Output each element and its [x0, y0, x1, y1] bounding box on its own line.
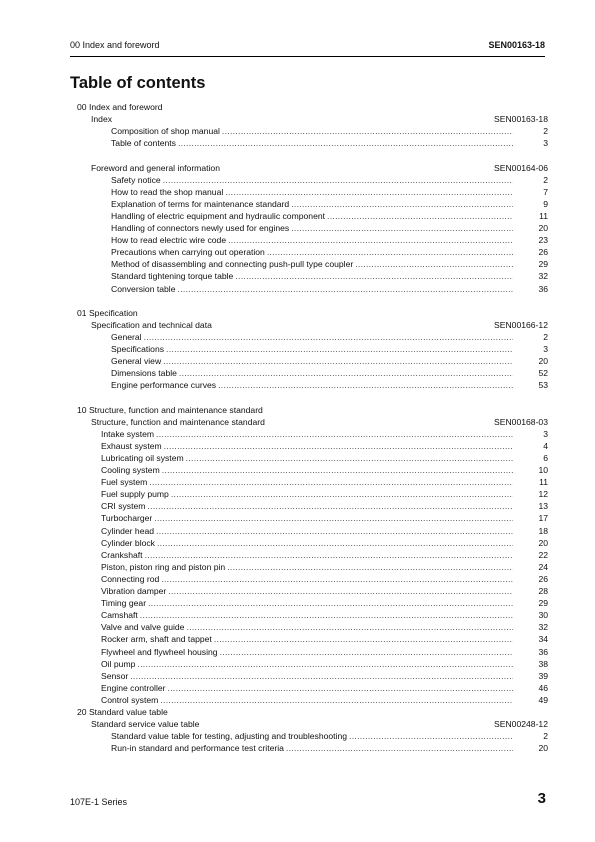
toc-entry-label: CRI system — [101, 501, 146, 512]
toc-entry-label: Engine controller — [101, 682, 166, 693]
toc-dot-leader — [156, 428, 513, 440]
toc-page-number: 12 — [538, 489, 548, 500]
toc-entry[interactable] — [111, 125, 548, 137]
toc-entry[interactable] — [111, 355, 548, 367]
toc-entry[interactable] — [101, 549, 548, 561]
toc-entry[interactable] — [101, 500, 548, 512]
toc-dot-leader — [222, 125, 513, 137]
toc-group-heading — [91, 416, 548, 428]
toc-dot-leader — [144, 331, 513, 343]
toc-section-label: 01 Specification — [77, 307, 138, 318]
toc-entry[interactable] — [101, 512, 548, 524]
toc-section-label: 20 Standard value table — [77, 707, 168, 717]
toc-page-number: 36 — [538, 283, 548, 294]
toc-group-heading — [91, 162, 548, 174]
header-section-title: 00 Index and foreword — [70, 40, 160, 50]
toc-entry[interactable] — [101, 694, 548, 706]
toc-page-number: 7 — [543, 186, 548, 197]
toc-entry-label: Standard tightening torque table — [111, 271, 234, 282]
toc-entry[interactable] — [101, 464, 548, 476]
toc-entry-label: Intake system — [101, 428, 155, 439]
toc-page-number: 36 — [538, 646, 548, 657]
toc-dot-leader — [162, 464, 513, 476]
toc-entry-label: Handling of connectors newly used for engines — [111, 223, 290, 233]
toc-entry[interactable] — [101, 609, 548, 621]
toc-dot-leader — [164, 440, 513, 452]
toc-page-number: 32 — [538, 622, 548, 633]
toc-entry-label: Fuel supply pump — [101, 489, 169, 500]
page-header — [70, 40, 545, 54]
toc-page-number: 39 — [538, 670, 548, 681]
toc-page-number: 2 — [543, 731, 548, 742]
toc-dot-leader — [130, 670, 513, 682]
toc-page-number: 17 — [538, 513, 548, 524]
footer-page-number: 3 — [537, 790, 546, 807]
toc-section-heading — [77, 404, 263, 416]
toc-dot-leader — [168, 585, 513, 597]
toc-dot-leader — [157, 537, 513, 549]
toc-dot-leader — [355, 258, 513, 270]
header-rule — [70, 56, 545, 57]
toc-entry-label: Camshaft — [101, 610, 138, 621]
toc-dot-leader — [178, 137, 513, 149]
toc-entry[interactable] — [111, 343, 548, 355]
toc-entry-label: Method of disassembling and connecting push-pull type coupler — [111, 259, 354, 270]
toc-entry[interactable] — [101, 573, 548, 585]
toc-page-number: 29 — [538, 259, 548, 270]
toc-entry-label: Fuel system — [101, 477, 148, 488]
toc-entry[interactable] — [111, 730, 548, 742]
toc-dot-leader — [145, 549, 513, 561]
toc-entry-label: Rocker arm, shaft and tappet — [101, 634, 212, 645]
toc-entry-label: Vibration damper — [101, 586, 167, 596]
toc-page-number: 2 — [543, 174, 548, 185]
toc-entry[interactable] — [101, 621, 548, 633]
toc-page-number: 9 — [543, 198, 548, 209]
toc-group-heading — [91, 718, 548, 730]
toc-page-number: 11 — [539, 477, 548, 488]
toc-group-doc-code: SEN00168-03 — [494, 416, 548, 427]
toc-dot-leader — [220, 646, 513, 658]
toc-dot-leader — [166, 343, 513, 355]
toc-entry-label: Conversion table — [111, 283, 176, 294]
toc-entry-label: Cylinder head — [101, 525, 155, 536]
toc-page-number: 2 — [543, 331, 548, 342]
toc-group-doc-code: SEN00166-12 — [494, 319, 548, 330]
toc-dot-leader — [154, 512, 513, 524]
toc-page-number: 6 — [543, 452, 548, 463]
toc-dot-leader — [286, 742, 513, 754]
toc-entry[interactable] — [101, 440, 548, 452]
toc-page-number: 4 — [543, 440, 548, 451]
toc-page-number: 13 — [538, 501, 548, 512]
toc-entry-label: Engine performance curves — [111, 380, 217, 391]
toc-dot-leader — [228, 234, 513, 246]
toc-entry[interactable] — [111, 379, 548, 391]
page-title: Table of contents — [70, 74, 206, 92]
toc-entry[interactable] — [111, 367, 548, 379]
toc-page-number: 20 — [538, 223, 548, 233]
toc-page-number: 46 — [538, 682, 548, 693]
toc-page-number: 53 — [538, 380, 548, 391]
toc-dot-leader — [147, 500, 513, 512]
toc-group-heading — [91, 319, 548, 331]
toc-page-number: 29 — [538, 598, 548, 609]
footer-series: 107E-1 Series — [70, 797, 128, 807]
toc-section-heading — [77, 706, 168, 718]
toc-page-number: 26 — [538, 247, 548, 258]
toc-entry-label: Sensor — [101, 670, 129, 681]
toc-group-doc-code: SEN00164-06 — [494, 162, 548, 173]
toc-dot-leader — [327, 210, 513, 222]
toc-entry[interactable] — [111, 198, 548, 210]
toc-entry-label: Precautions when carrying out operation — [111, 247, 265, 258]
toc-entry-label: Cylinder block — [101, 537, 155, 548]
toc-dot-leader — [349, 730, 513, 742]
toc-dot-leader — [168, 682, 514, 694]
toc-entry-label: Oil pump — [101, 658, 136, 669]
toc-entry-label: Safety notice — [111, 174, 161, 185]
toc-entry[interactable] — [101, 646, 548, 658]
toc-dot-leader — [291, 198, 513, 210]
toc-entry-label: Valve and valve guide — [101, 622, 185, 633]
toc-entry[interactable] — [111, 742, 548, 754]
toc-dot-leader — [235, 270, 513, 282]
toc-page-number: 18 — [538, 525, 548, 536]
toc-entry[interactable] — [111, 186, 548, 198]
toc-entry[interactable] — [111, 174, 548, 186]
toc-entry-label: General — [111, 331, 142, 342]
toc-dot-leader — [218, 379, 513, 391]
toc-entry-label: Lubricating oil system — [101, 452, 184, 463]
toc-dot-leader — [225, 186, 513, 198]
toc-entry[interactable] — [111, 222, 548, 234]
toc-dot-leader — [171, 488, 513, 500]
toc-group-label: Specification and technical data — [91, 319, 212, 330]
toc-entry-label: Exhaust system — [101, 440, 162, 451]
toc-dot-leader — [160, 694, 513, 706]
toc-page-number: 3 — [543, 138, 548, 149]
toc-dot-leader — [214, 633, 513, 645]
toc-dot-leader — [179, 367, 513, 379]
toc-entry[interactable] — [101, 452, 548, 464]
toc-entry-label: Flywheel and flywheel housing — [101, 646, 218, 657]
toc-dot-leader — [291, 222, 513, 234]
toc-group-label: Index — [91, 114, 113, 125]
toc-entry[interactable] — [101, 670, 548, 682]
toc-page-number: 34 — [538, 634, 548, 645]
toc-dot-leader — [178, 283, 514, 295]
toc-entry[interactable] — [101, 561, 548, 573]
toc-page-number: 20 — [538, 743, 548, 754]
toc-dot-leader — [163, 355, 513, 367]
toc-section-label: 10 Structure, function and maintenance standard — [77, 404, 263, 415]
toc-entry[interactable] — [101, 682, 548, 694]
toc-dot-leader — [227, 561, 513, 573]
toc-section-heading — [77, 101, 163, 113]
toc-entry[interactable] — [111, 234, 548, 246]
toc-section-label: 00 Index and foreword — [77, 102, 163, 112]
toc-entry-label: Cooling system — [101, 465, 160, 475]
toc-dot-leader — [137, 658, 513, 670]
toc-dot-leader — [148, 597, 513, 609]
toc-page-number: 10 — [538, 465, 548, 475]
toc-page-number: 32 — [538, 271, 548, 282]
toc-group-label: Structure, function and maintenance standard — [91, 416, 265, 427]
toc-page-number: 11 — [539, 210, 548, 221]
toc-entry-label: Standard value table for testing, adjusting and troubleshooting — [111, 731, 348, 742]
toc-page-number: 30 — [538, 610, 548, 621]
toc-entry[interactable] — [111, 137, 548, 149]
toc-entry[interactable] — [111, 210, 548, 222]
toc-section-heading — [77, 307, 138, 319]
toc-entry[interactable] — [101, 525, 548, 537]
toc-page-number: 52 — [538, 368, 548, 379]
toc-dot-leader — [156, 525, 513, 537]
toc-entry[interactable] — [101, 597, 548, 609]
toc-page-number: 38 — [538, 658, 548, 669]
toc-page-number: 3 — [543, 344, 548, 354]
toc-group-doc-code: SEN00248-12 — [494, 719, 548, 730]
toc-entry[interactable] — [111, 246, 548, 258]
toc-entry-label: How to read the shop manual — [111, 186, 224, 197]
toc-dot-leader — [149, 476, 513, 488]
toc-entry[interactable] — [101, 476, 548, 488]
toc-entry[interactable] — [111, 283, 548, 295]
toc-entry-label: Connecting rod — [101, 573, 160, 584]
toc-group-doc-code: SEN00163-18 — [494, 114, 548, 125]
toc-entry-label: Dimensions table — [111, 368, 177, 379]
toc-page-number: 23 — [538, 235, 548, 246]
toc-group-label: Foreword and general information — [91, 162, 220, 173]
toc-entry-label: Explanation of terms for maintenance standard — [111, 198, 290, 209]
toc-dot-leader — [267, 246, 513, 258]
toc-entry-label: Run-in standard and performance test criteria — [111, 743, 284, 754]
toc-page-number: 22 — [538, 549, 548, 560]
toc-entry[interactable] — [101, 488, 548, 500]
toc-page-number: 49 — [538, 694, 548, 705]
toc-entry-label: Piston, piston ring and piston pin — [101, 561, 226, 572]
toc-entry-label: How to read electric wire code — [111, 235, 227, 246]
toc-entry[interactable] — [111, 258, 548, 270]
toc-entry[interactable] — [111, 270, 548, 282]
toc-page-number: 26 — [538, 573, 548, 584]
toc-entry-label: Specifications — [111, 344, 165, 354]
toc-group-label: Standard service value table — [91, 719, 200, 730]
toc-entry-label: Handling of electric equipment and hydraulic component — [111, 210, 326, 221]
toc-entry[interactable] — [101, 633, 548, 645]
toc-dot-leader — [186, 452, 513, 464]
toc-dot-leader — [161, 573, 513, 585]
toc-entry-label: Control system — [101, 694, 159, 705]
toc-page-number: 20 — [538, 537, 548, 548]
toc-page-number: 28 — [538, 586, 548, 596]
toc-entry-label: Composition of shop manual — [111, 126, 220, 137]
toc-page-number: 3 — [543, 428, 548, 439]
toc-dot-leader — [163, 174, 513, 186]
toc-group-heading — [91, 113, 548, 125]
toc-entry-label: General view — [111, 356, 162, 367]
toc-entry[interactable] — [101, 658, 548, 670]
toc-entry[interactable] — [101, 537, 548, 549]
toc-entry-label: Crankshaft — [101, 549, 143, 560]
header-doc-code: SEN00163-18 — [488, 40, 545, 50]
toc-dot-leader — [140, 609, 513, 621]
toc-entry-label: Timing gear — [101, 598, 147, 609]
toc-page-number: 24 — [538, 561, 548, 572]
toc-entry-label: Turbocharger — [101, 513, 153, 524]
toc-page-number: 20 — [538, 356, 548, 367]
toc-page-number: 2 — [543, 126, 548, 137]
toc-entry-label: Table of contents — [111, 138, 176, 149]
toc-entry[interactable] — [111, 331, 548, 343]
toc-entry[interactable] — [101, 428, 548, 440]
toc-dot-leader — [186, 621, 513, 633]
toc-entry[interactable] — [101, 585, 548, 597]
